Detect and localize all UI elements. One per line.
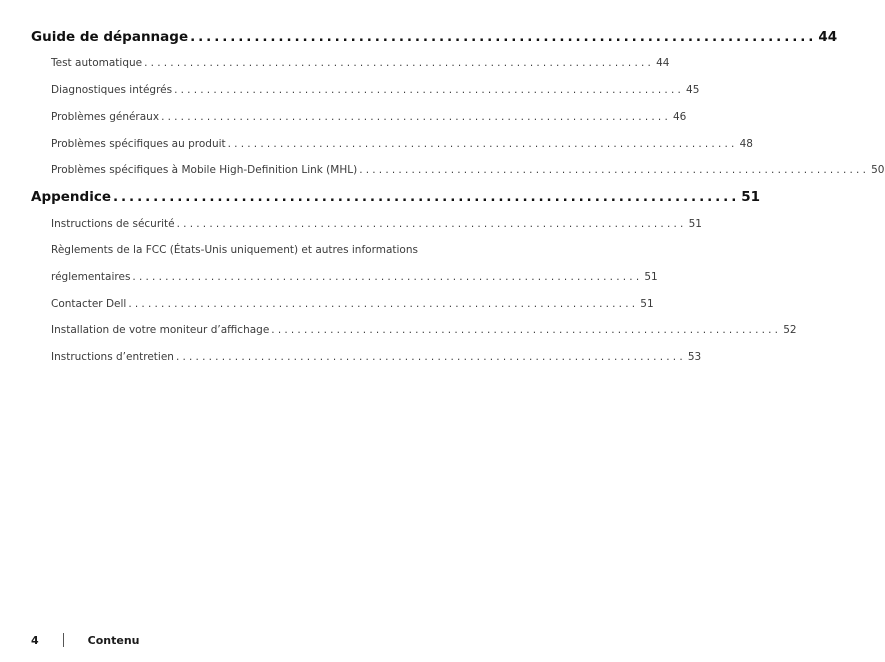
dot-leader: .............................................................................. [161,111,671,123]
toc-item-label: Installation de votre moniteur d’affichage [51,324,270,336]
toc-page-number: 53 [687,351,702,363]
dot-leader: .............................................................................. [190,29,817,45]
dot-leader: .............................................................................. [271,324,782,336]
toc-section-appendix[interactable] [31,189,761,205]
toc-page-number: 51 [741,189,761,205]
toc-item-general-problems[interactable] [51,111,687,123]
toc-page-number: 48 [739,138,753,150]
toc-page-number: 50 [871,164,885,176]
toc-page-number: 46 [673,111,687,123]
toc-item-label: Contacter Dell [51,298,127,310]
dot-leader: .............................................................................. [113,189,740,205]
toc-page-number: 51 [688,218,702,230]
page-footer [31,633,140,647]
toc-item-label: Problèmes spécifiques à Mobile High-Definition Link (MHL) [51,164,358,176]
toc-item-label: Test automatique [51,57,143,69]
toc-item-product-problems[interactable] [51,138,753,150]
toc-item-diagnostics[interactable] [51,84,700,96]
toc-page-number: 45 [686,84,700,96]
toc-item-label: Diagnostiques intégrés [51,84,173,96]
dot-leader: .............................................................................. [175,351,686,363]
toc-page-number: 51 [644,271,658,283]
dot-leader: .............................................................................. [144,57,655,69]
dot-leader: .............................................................................. [174,84,685,96]
toc-item-label: Problèmes généraux [51,111,160,123]
toc-item-safety[interactable] [51,218,702,230]
dot-leader: .............................................................................. [359,164,870,176]
footer-page-number: 4 [31,633,39,647]
toc-item-maintenance[interactable] [51,351,702,363]
toc-item-contact-dell[interactable] [51,298,654,310]
toc-item-monitor-setup[interactable] [51,324,797,336]
dot-leader: .............................................................................. [132,271,643,283]
toc-item-fcc-line1[interactable]: Règlements de la FCC (États-Unis uniquement) et autres informations [51,244,418,256]
toc-item-label: Instructions de sécurité [51,218,175,230]
footer-divider [63,633,64,647]
toc-section-title: Appendice [31,189,111,205]
dot-leader: .............................................................................. [128,298,639,310]
footer-section-name: Contenu [87,633,140,647]
toc-item-fcc[interactable] [51,271,658,283]
toc-item-label: Instructions d’entretien [51,351,174,363]
toc-item-mhl-problems[interactable] [51,164,885,176]
dot-leader: .............................................................................. [176,218,687,230]
toc-section-troubleshooting[interactable] [31,29,838,45]
toc-item-label: Problèmes spécifiques au produit [51,138,226,150]
toc-page-number: 44 [656,57,670,69]
toc-section-title: Guide de dépannage [31,29,189,45]
toc-page-number: 51 [640,298,654,310]
toc-page-number: 44 [818,29,838,45]
toc-item-self-test[interactable] [51,57,670,69]
toc-page-number: 52 [783,324,797,336]
dot-leader: .............................................................................. [227,138,738,150]
toc-item-label: réglementaires [51,271,131,283]
